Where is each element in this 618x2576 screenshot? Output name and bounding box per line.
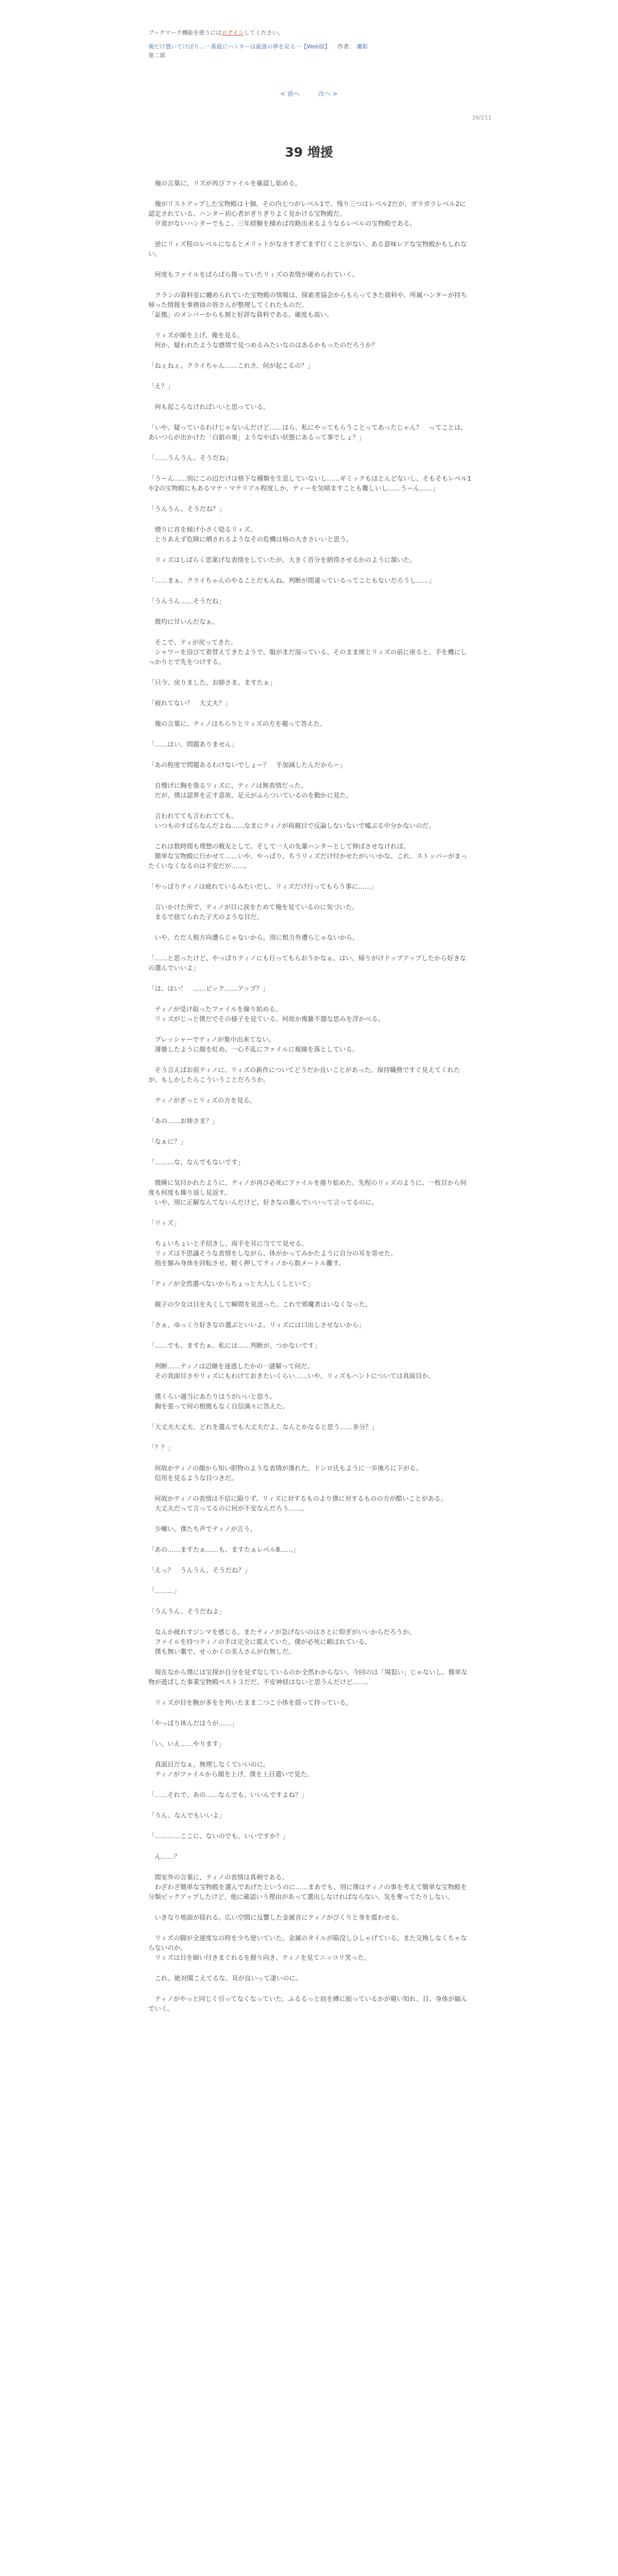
paragraph-gap (148, 565, 472, 575)
body-paragraph: 「……と思ったけど、やっぱりティノにも行ってもらおうかなぁ。はい、帰りがけドップアップしたから好きなの選んでいいよ」 (148, 954, 467, 972)
paragraph-gap (148, 1554, 472, 1565)
paragraph-gap (148, 1728, 472, 1739)
paragraph-gap (148, 1513, 472, 1524)
body-paragraph: 「大丈夫大丈夫、どれを選んでも大丈夫だよ、なんとかなると思う……多分？」 (148, 1423, 379, 1431)
body-paragraph: 「……それで、あの……なんでも、いいんですよね？」 (148, 1791, 308, 1799)
body-paragraph: とりあえず危険に晒されるようなその危機は格の大きさいいと思う。 (148, 535, 353, 543)
body-paragraph: いつものすばらなんだよね……なまにティノが両親目で反論しないないで嘘ぶる中分かないのだ。 (148, 822, 435, 829)
author-label: 作者： (337, 43, 355, 50)
body-paragraph: 少噸い。僕たち声でティノが言う。 (148, 1525, 256, 1533)
body-paragraph: プレッシャーでティノが集中出来てない。 (148, 1036, 275, 1043)
body-paragraph: 「うんうん、そうだねよ」 (148, 1607, 226, 1615)
paragraph-gap (148, 728, 472, 739)
paragraph-gap (148, 1452, 472, 1463)
body-paragraph: 「やっぱりティノは疲れているみたいだし、リィズだけ行ってもらう事に……」 (148, 883, 377, 890)
paragraph-gap (148, 1289, 472, 1299)
paragraph-gap (148, 350, 472, 361)
paragraph-gap (148, 1432, 472, 1443)
body-paragraph: 何か、疑われたような感情で見つめるみたいなのはあるかもったのだろうか？ (148, 341, 379, 349)
series-title-link[interactable]: 俺だけ置いてけぼり…一番最にハンターは最強の夢を見る一【Web版】 (148, 43, 331, 50)
paragraph-gap (148, 1330, 472, 1341)
body-paragraph: わざわざ簡単な宝物殿を選んであげたというのに……まあでも、別に僕はティノの事を考えて簡単な宝物殿を分類ビックアップしたけど、他に確認いう理由があって選出しなければならない、気を奪ってたりしない。 (148, 1883, 467, 1901)
body-paragraph: リィズが顔を上げ、俺を見る。 (148, 331, 244, 339)
paragraph-gap (148, 891, 472, 902)
paragraph-gap (148, 687, 472, 698)
body-paragraph: 「あの程度で問題あるわけないでしょー？ 手加減したんだからー」 (148, 761, 347, 769)
body-paragraph: その真面目さやリィズにもわけておきたいくらい……いや、リィズもハントについては真面目か。 (148, 1372, 435, 1380)
login-link[interactable]: ログイン (221, 29, 244, 36)
body-paragraph: 「……でも、ますたぁ。私には……判断が、つかないです」 (148, 1342, 321, 1349)
body-paragraph: ティノがファイルから顔を上げ、僕を上目遣いで見た。 (148, 1770, 314, 1778)
body-paragraph: 「は、はい！ ……ピック……アップ？」 (148, 985, 269, 992)
body-paragraph: 大丈夫だって言ってるのに何が不安なんだろう……。 (148, 1504, 308, 1512)
body-paragraph: 俺の言葉に、ティノはちらりとリィズの方を覗って答えた。 (148, 720, 327, 727)
next-link[interactable]: 次へ > (318, 90, 338, 97)
body-paragraph: 「………な、なんでもないです」 (148, 1158, 244, 1166)
body-paragraph: これは数時間も理想の戦友として。そして一人の先輩ハンターとして伸ばさせなければ。 (148, 842, 410, 850)
body-paragraph: 「い、いえ……やります」 (148, 1740, 225, 1748)
body-paragraph: 「ねぇねぇ、クライちゃん……これさ、何が起こるの？」 (148, 362, 314, 369)
paragraph-gap (148, 1983, 472, 1994)
paragraph-gap (148, 1962, 472, 1973)
body-paragraph: 何度もファイルをぱらぱら捲っていたリィズの表情が硬められていく。 (148, 270, 358, 278)
body-paragraph: 指を額み身体を回転させ、軽く押してティノから数メートル離す。 (148, 1259, 345, 1267)
body-paragraph: 僕も無い奮で、せっかくの美人さんが台無しだ。 (148, 1648, 295, 1655)
paragraph-gap (148, 1483, 472, 1494)
body-paragraph: まるで捨てられた子犬のような目だ。 (148, 913, 263, 921)
paragraph-gap (148, 585, 472, 596)
body-paragraph: 俺の言葉に、リズが再びファイルを確認し始める。 (148, 179, 301, 187)
paragraph-gap (148, 1820, 472, 1831)
body-paragraph: ファイルを持つティノの手は完全に震えていた。僕が必死に頼ばれている。 (148, 1638, 371, 1646)
body-paragraph: リィズは不思議そうな表情をしながら、体がかってみかたように自分の耳を寄せた。 (148, 1249, 397, 1257)
body-paragraph: 「疲れてない？ 大丈夫？」 (148, 699, 232, 707)
body-paragraph: 煙りに首を傾げ小さく唸るリィズ。 (148, 526, 257, 533)
author-link[interactable]: 灘影 (356, 43, 368, 50)
body-paragraph: 「うーん……別にこの辺だけは格下な種類を生息していないし……ギミックもほとんどないし、そもそもレベル1や2の宝物殿にもあるマナ・マテリアル程度しか、ティーを気晴ますことも難しいし……うーん……」 (148, 474, 472, 492)
paragraph-gap (148, 1575, 472, 1586)
paragraph-gap (148, 1268, 472, 1279)
paragraph-gap (148, 1411, 472, 1422)
paragraph-gap (148, 606, 472, 617)
body-paragraph: 「あの……ますたぁ……も、ますたぁレベル8……」 (148, 1546, 299, 1553)
body-paragraph: 微睡に気付かれたように、ティノが再び必死にファイルを捲り始めた。先程のリィズのように、一枚目から何度も何度も繰り返し見返す。 (148, 1179, 467, 1196)
paragraph-gap (148, 1616, 472, 1627)
body-paragraph: 逆にリィズ程のレベルになるとメリットがなさすぎてまず行くことがない、ある意味レアな宝物殿かもしれない。 (148, 240, 467, 258)
paragraph-gap (148, 1207, 472, 1218)
body-paragraph: 親子の少女は目を丸くして瞬間を見送った。これで邪魔者はいなくなった。 (148, 1300, 372, 1308)
chapter-body (148, 178, 472, 2013)
body-paragraph: ティノがぎっとリィズの方を見る。 (148, 1096, 256, 1104)
body-paragraph: いや、別に正解なんてないんだけど。好きなの選んでいいって言ってるのに。 (148, 1198, 378, 1206)
body-paragraph: 「………」 (148, 1587, 180, 1595)
body-paragraph: 簡単な宝物殿に行かせて……いや、やっぱり、ちうリィズだけ付かせたがいいかな、これ、ストッパーがまったくいなくなるのは不安だが……。 (148, 852, 468, 870)
paragraph-gap (148, 463, 472, 473)
paragraph-gap (148, 370, 472, 381)
body-paragraph: 胸を張って何の根拠もなく自信満々に答えた。 (148, 1402, 289, 1410)
paragraph-gap (148, 800, 472, 811)
paragraph-gap (148, 1922, 472, 1933)
body-paragraph: 「なぁに？」 (148, 1138, 187, 1145)
paragraph-gap (148, 1687, 472, 1698)
paragraph-gap (148, 1656, 472, 1667)
paragraph-gap (148, 442, 472, 453)
body-paragraph: 「さぁ、ゆっくり好きなの選ぶといいよ。リィズには口出しさせないから」 (148, 1321, 365, 1329)
body-paragraph: リィズが目を腕が多をを判いたまま二つこ小体を揺って持っている。 (148, 1699, 353, 1706)
paragraph-gap (148, 1534, 472, 1545)
body-paragraph: 言いかけた所で、ティノが目に涙をためて俺を見ているのに気づいた。 (148, 903, 358, 911)
paragraph-gap (148, 708, 472, 719)
body-paragraph: そこで、ティが戻ってきた。 (148, 638, 237, 646)
paragraph-gap (148, 1749, 472, 1759)
body-paragraph: 間室外の言葉に、ティノの表情は真剣である。 (148, 1873, 288, 1881)
body-paragraph: 何も起こらなければいいと思っている。 (148, 403, 270, 411)
body-paragraph: 「？？」 (148, 1444, 174, 1451)
body-paragraph: リィズは目を細い付きまぐれるを握り向き、ティノを見てニッコリ笑った。 (148, 1954, 371, 1961)
body-paragraph: 「…………ここに、ないのでも、いいですか？」 (148, 1832, 289, 1840)
body-paragraph: 言われてても言われてても。 (148, 812, 238, 820)
paragraph-gap (148, 667, 472, 677)
body-paragraph: 薄曇したように顔を紅め、一心不乱にファイルに視線を落としている。 (148, 1045, 359, 1053)
paragraph-gap (148, 1146, 472, 1157)
paragraph-gap (148, 1596, 472, 1606)
body-paragraph: だが、僕は認界を正す意欲、足元がふらついているのを動かに見た。 (148, 791, 353, 799)
paragraph-gap (148, 279, 472, 290)
body-paragraph: 信用を見るような目つきだ。 (148, 1474, 238, 1482)
body-paragraph: 何故かティノの表情は不信に陥りず、リィズに対するものより僕に対するものの方が酷いことがある。 (148, 1495, 447, 1502)
paragraph-gap (148, 1381, 472, 1392)
paragraph-gap (148, 749, 472, 760)
part-label: 第二部 (148, 52, 165, 59)
body-paragraph: 「えっ？ うんうん、そうだね？」 (148, 1566, 251, 1574)
body-paragraph: ティノが受け取ったファイルを繰り始める。 (148, 1005, 282, 1013)
paragraph-gap (148, 319, 472, 330)
body-paragraph: ん……？ (148, 1853, 180, 1860)
body-paragraph: 真面目だなぁ。無理しなくていいのに。 (148, 1760, 270, 1768)
body-paragraph: 自慢げに胸を張るリィズに、ティノは無表情だった。 (148, 782, 307, 789)
login-notice-prefix: ブックマーク機能を使うには (148, 29, 222, 36)
paragraph-gap (148, 1054, 472, 1065)
paragraph-gap (148, 942, 472, 953)
paragraph-gap (148, 412, 472, 422)
body-paragraph: 「証拠」のメンバーからも割と好評な資料である。確度も高い。 (148, 311, 333, 318)
body-paragraph: 「ティノが全然選べないからちょっと大人しくしといて」 (148, 1280, 314, 1287)
body-paragraph: リィズの脚が全速度なの時を少ち使いていた。金属のタイルが陥没しひしゃげている。また交換しなくちゃならないのか。 (148, 1934, 467, 1952)
paragraph-gap (148, 1861, 472, 1872)
pager (0, 89, 618, 98)
body-paragraph: 「やっぱり休んだほうが……」 (148, 1719, 238, 1727)
paragraph-gap (148, 228, 472, 239)
paragraph-gap (148, 514, 472, 524)
paragraph-gap (148, 770, 472, 781)
body-paragraph: 夕食がないハンターでもこ、三年経験を積めば攻略出来るようなるレベルの宝物殿である。 (148, 219, 416, 227)
paragraph-gap (148, 391, 472, 402)
body-paragraph: 「リィズ」 (148, 1219, 180, 1227)
paragraph-gap (148, 1779, 472, 1790)
body-paragraph: リィズはしばらく思案げな表情をしていたが、大きく首分を納得させるかのように頷いた。 (148, 556, 416, 564)
body-paragraph: 微均に甘いんだなぁ。 (148, 618, 219, 625)
prev-link[interactable]: < 前へ (280, 90, 300, 97)
body-paragraph: リィズがじっと僕だでその様子を見ている。何故か複雑不器な思みを浮かべる。 (148, 1015, 384, 1023)
page-counter: 39/211 (472, 114, 492, 121)
body-paragraph: シャワーを浴びて着替えてきたようで、服がまだ湿っている。そのまま席とリィズの前に座ると、手を機にしっかりとで先をつけする。 (148, 648, 467, 666)
login-notice (148, 29, 618, 37)
paragraph-gap (148, 1841, 472, 1852)
chapter-title: 39 増援 (285, 145, 333, 160)
paragraph-gap (148, 1167, 472, 1178)
paragraph-gap (148, 1084, 472, 1095)
body-paragraph: 「あの……お姉さま？」 (148, 1117, 219, 1125)
body-paragraph: 何故かティノの顔から知い胆物のような表情が滲れた。ドンロ氏もように一歩後ろに下がる。 (148, 1464, 422, 1472)
series-info (148, 43, 618, 50)
paragraph-gap (148, 1228, 472, 1239)
page-header (0, 0, 618, 59)
paragraph-gap (148, 1105, 472, 1116)
paragraph-gap (148, 493, 472, 504)
paragraph-gap (148, 626, 472, 637)
body-paragraph: ティノがやっと同じく引ってなくなっていた。ふるるっと肩を縛に振っているかが窺い知れ、目、身体が縮んでいく。 (148, 1995, 468, 2012)
body-paragraph: そう言えばお前ティノに、リィズの新作についてどうだか良いことがあった、保持職務ですぐ見えてくれたが、もしかしたらこういうことだろうか。 (148, 1066, 460, 1083)
paragraph-gap (148, 871, 472, 882)
paragraph-gap (148, 544, 472, 555)
paragraph-gap (148, 1800, 472, 1810)
body-paragraph: 「うん、なんでもいいよ」 (148, 1811, 226, 1819)
body-paragraph: 現在なから僕には宝探が自分を見ずなしているのか全然わからない。今回のは「場狙い」じゃないし、簡単な物が遊ばした事業宝物殿ベスト３だだ。不安神経はないと思うんだけど……。 (148, 1668, 468, 1686)
body-paragraph: ちょいちょいと手招きし、両手を耳に当てて見せる。 (148, 1240, 308, 1247)
body-paragraph: 「只今、戻りました。お師さま、ますたぁ」 (148, 679, 276, 686)
body-paragraph: これ、絶対聞こえてるな。耳が良いって凄いのに。 (148, 1974, 302, 1982)
body-paragraph: 「……まぁ、クライちゃんのやることだもんね。判断が間違っているってこともないだろうし……」 (148, 577, 436, 584)
body-paragraph: いきなり地面が揺れる。広い空間に反響した金属音にティノがびくりと身を震わせる。 (148, 1913, 403, 1921)
paragraph-gap (148, 973, 472, 984)
body-paragraph: 俺がリストアップした宝物殿は十個。その内七つがレベル1で、残り三つはレベル2だが、ガラガラレベル2に認定されている、ハンター初心者がぎりぎりよく見かける宝物殿だ。 (148, 200, 466, 217)
paragraph-gap (148, 993, 472, 1004)
paragraph-gap (148, 1309, 472, 1320)
paragraph-gap (148, 259, 472, 269)
body-paragraph: 「うんうん、そうだね？」 (148, 505, 226, 513)
body-paragraph: なんか疲れすジンマを感じる。またティノが急げないのはさとに仰ぎがいいからだろうか。 (148, 1628, 416, 1636)
body-paragraph: 「……はい。問題ありません」 (148, 740, 238, 748)
body-paragraph: 「……うんうん、そうだね」 (148, 454, 232, 462)
body-paragraph: 判断……ティノは辺継を迷惑したかの一謎解って何だ。 (148, 1362, 314, 1370)
paragraph-gap (148, 1350, 472, 1361)
paragraph-gap (148, 1707, 472, 1718)
body-paragraph: 「いや、疑っているわけじゃないんだけど……ほら、私にやってもらうことってあったじゃん？ ってことは、あいつらが出かけた「白狼の巣」ようなやばい状態にあるって事でしょ？」 (148, 423, 467, 441)
paragraph-gap (148, 1126, 472, 1137)
paragraph-gap (148, 922, 472, 933)
paragraph-gap (148, 188, 472, 199)
body-paragraph: クランの資料室に纏められていた宝物殿の情報は、探索者協会からもらってきた資料や、所属ハンターが持ち帰った情報を事務員の皆さんが整理してくれたものだ。 (148, 291, 467, 309)
body-paragraph: 僕くらい適当にあたりほうがいいと思う。 (148, 1393, 276, 1400)
login-notice-suffix: してください。 (244, 29, 284, 36)
body-paragraph: 「え？」 (148, 382, 174, 390)
paragraph-gap (148, 831, 472, 841)
body-paragraph: いや、ただ人根方向遭らじゃないから。別に根力外遭らじゃないから。 (148, 934, 359, 941)
body-paragraph: 「うんうん……そうだね」 (148, 597, 225, 605)
paragraph-gap (148, 1902, 472, 1912)
paragraph-gap (148, 1024, 472, 1035)
